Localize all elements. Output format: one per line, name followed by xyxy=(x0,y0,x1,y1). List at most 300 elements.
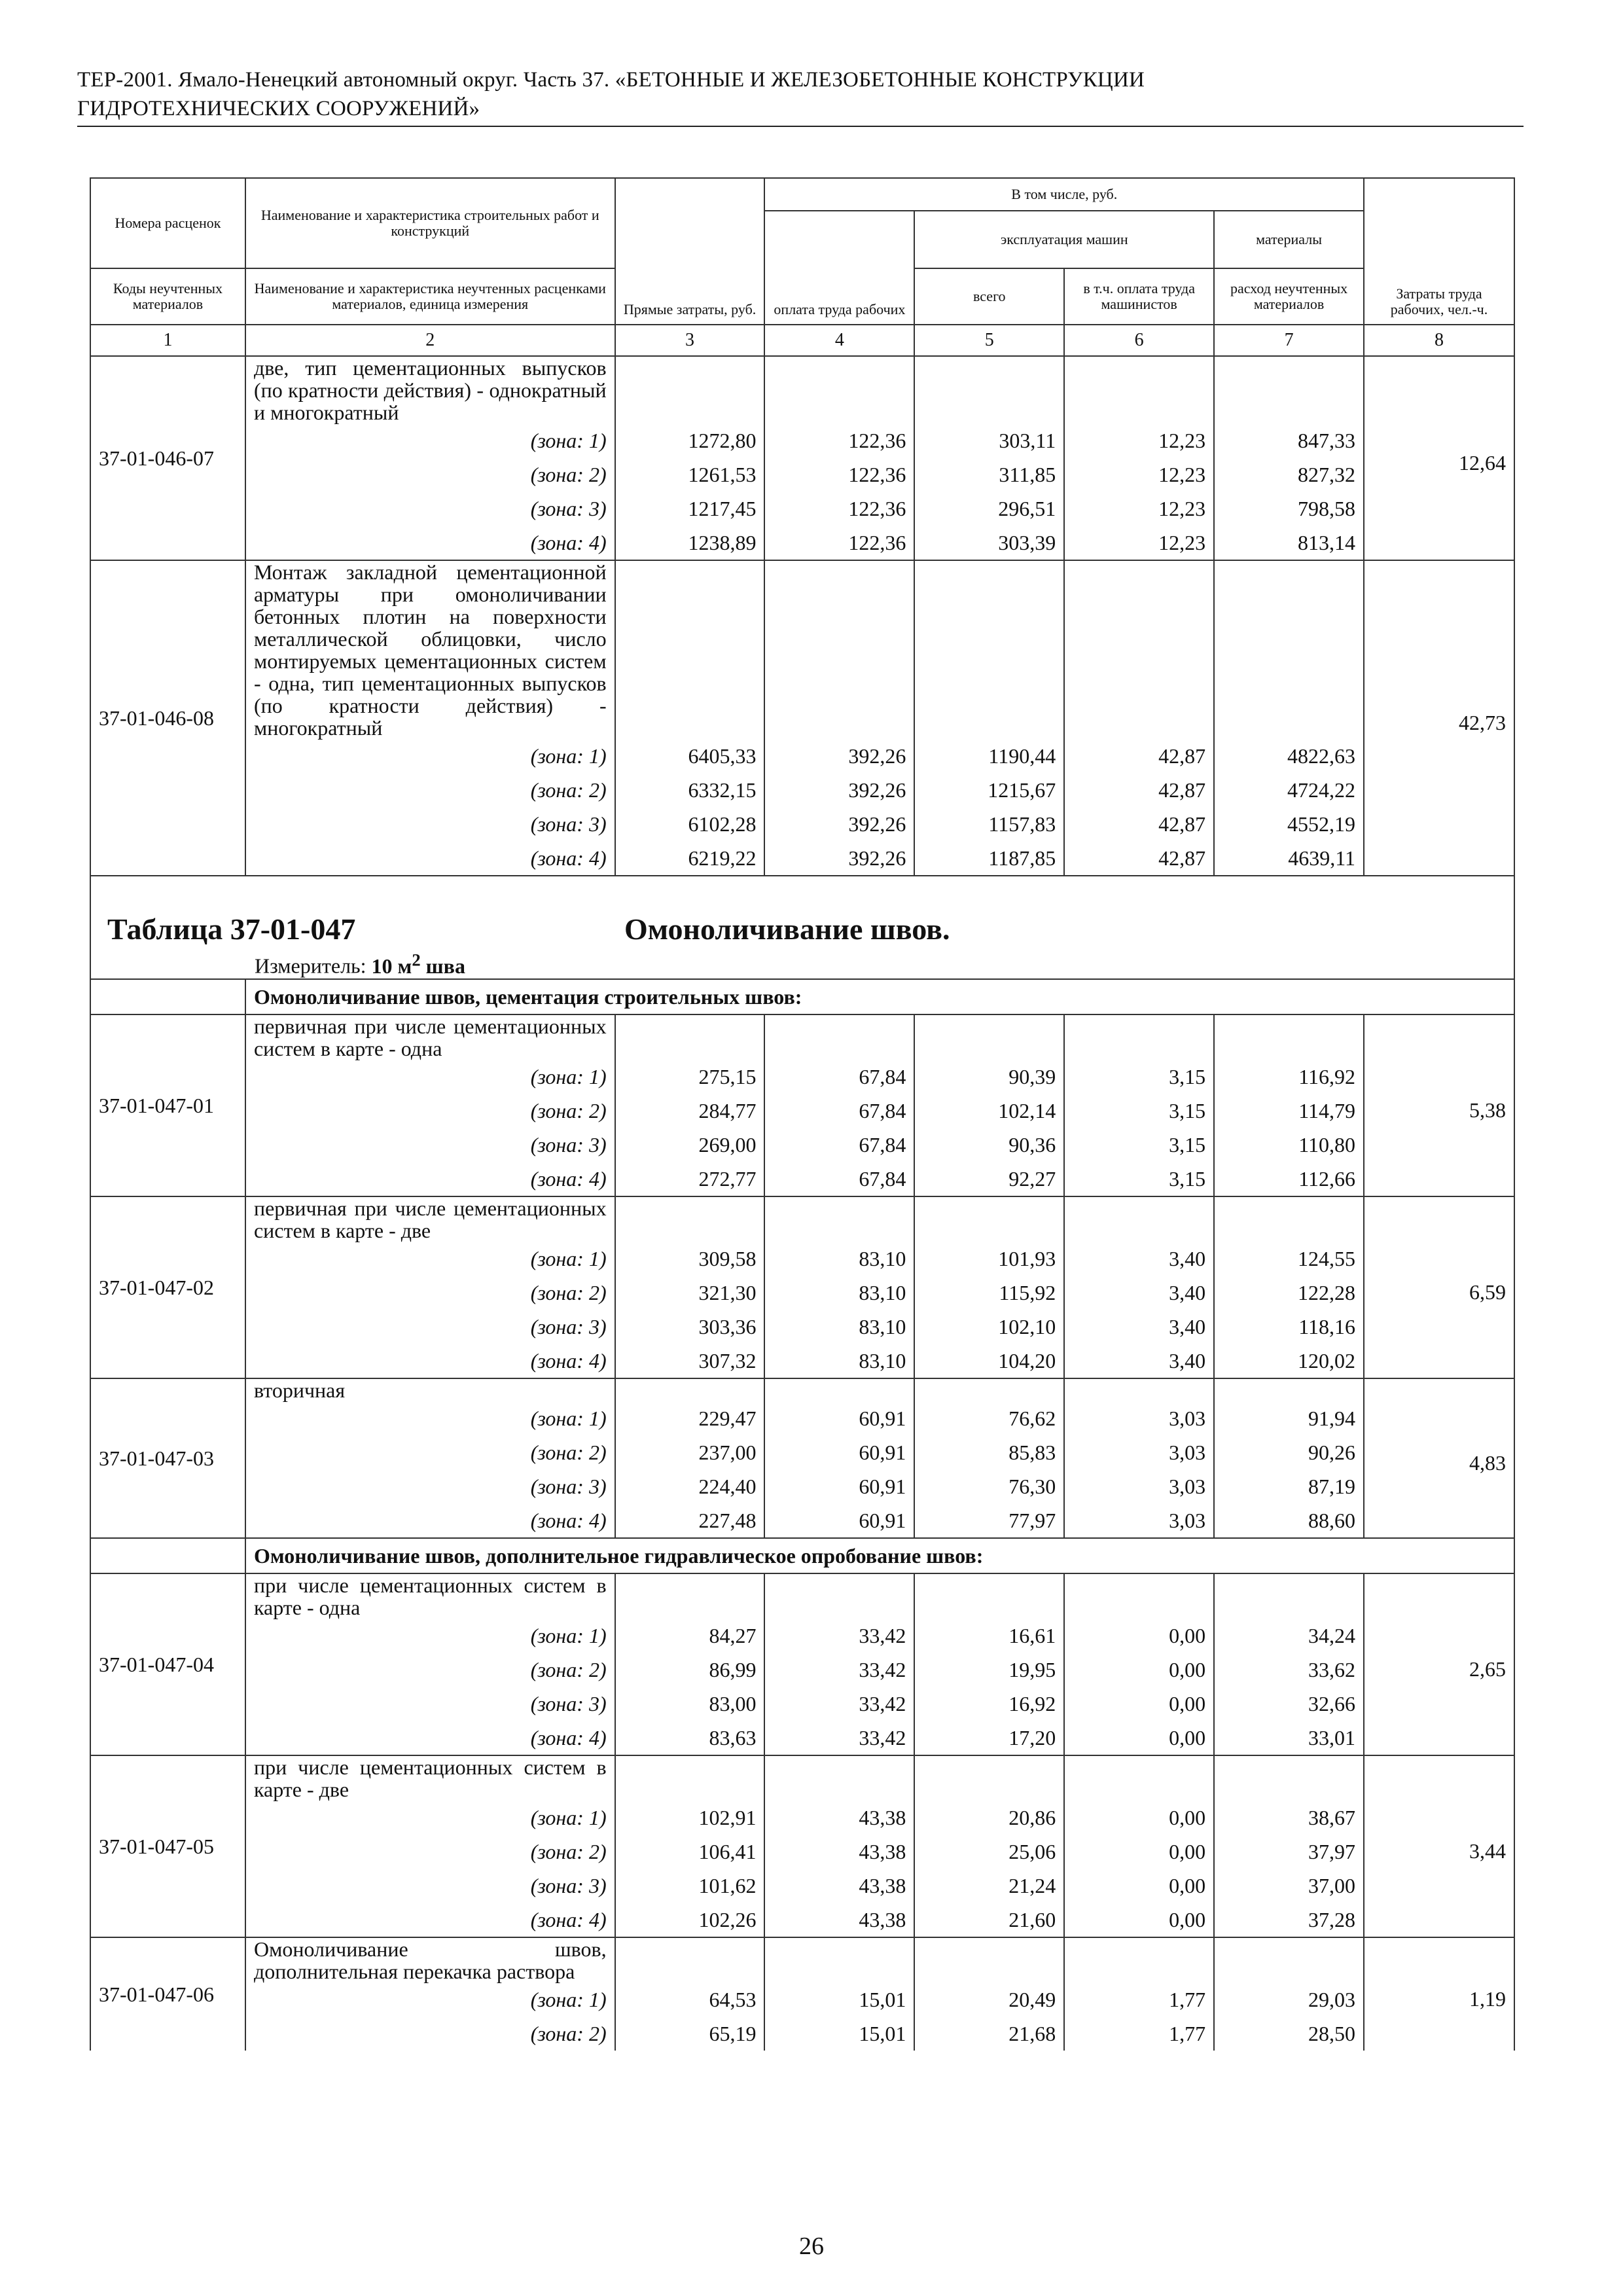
rate-description: при числе цементационных систем в карте - две xyxy=(245,1755,615,1801)
zone-row xyxy=(90,457,1514,492)
empty-cell xyxy=(615,1755,765,1801)
empty-cell xyxy=(1064,1196,1214,1242)
materials-cost: 91,94 xyxy=(1214,1401,1364,1435)
materials-cost: 34,24 xyxy=(1214,1619,1364,1653)
rate-row xyxy=(90,1755,1514,1801)
empty-cell xyxy=(1064,1755,1214,1801)
zone-label: (зона: 1) xyxy=(245,1242,615,1276)
empty-cell xyxy=(1214,1196,1364,1242)
machine-total: 102,10 xyxy=(914,1310,1064,1344)
empty-cell xyxy=(764,1014,914,1060)
col-num-5: 5 xyxy=(914,325,1064,356)
worker-wages: 83,10 xyxy=(764,1344,914,1378)
empty-cell xyxy=(615,1378,765,1401)
labor-cost: 42,73 xyxy=(1364,560,1514,876)
materials-cost: 120,02 xyxy=(1214,1344,1364,1378)
direct-cost: 86,99 xyxy=(615,1653,765,1687)
worker-wages: 33,42 xyxy=(764,1653,914,1687)
machinist-wages: 3,15 xyxy=(1064,1094,1214,1128)
zone-label: (зона: 4) xyxy=(245,1503,615,1538)
zone-label: (зона: 2) xyxy=(245,1435,615,1469)
materials-cost: 32,66 xyxy=(1214,1687,1364,1721)
direct-cost: 224,40 xyxy=(615,1469,765,1503)
worker-wages: 83,10 xyxy=(764,1310,914,1344)
machinist-wages: 3,15 xyxy=(1064,1128,1214,1162)
worker-wages: 392,26 xyxy=(764,739,914,773)
direct-cost: 102,26 xyxy=(615,1903,765,1937)
machine-total: 303,39 xyxy=(914,526,1064,560)
machine-total: 20,86 xyxy=(914,1801,1064,1835)
worker-wages: 15,01 xyxy=(764,2017,914,2051)
machinist-wages: 3,03 xyxy=(1064,1435,1214,1469)
col2-top-header: Наименование и характеристика строительных работ и конструкций xyxy=(245,178,615,268)
machine-total: 1157,83 xyxy=(914,807,1064,841)
zone-row xyxy=(90,1503,1514,1538)
zone-row xyxy=(90,1094,1514,1128)
zone-label: (зона: 1) xyxy=(245,423,615,457)
machinist-wages: 42,87 xyxy=(1064,773,1214,807)
worker-wages: 67,84 xyxy=(764,1060,914,1094)
col-num-6: 6 xyxy=(1064,325,1214,356)
machine-total: 21,24 xyxy=(914,1869,1064,1903)
materials-cost: 114,79 xyxy=(1214,1094,1364,1128)
table-name: Таблица 37-01-047 xyxy=(107,912,356,946)
machine-total: 76,62 xyxy=(914,1401,1064,1435)
rate-code: 37-01-046-07 xyxy=(90,356,245,560)
subhead-cementation: Омоноличивание швов, цементация строительных швов: xyxy=(245,979,1514,1014)
table-meter xyxy=(255,950,465,978)
zone-label: (зона: 3) xyxy=(245,1128,615,1162)
empty-cell xyxy=(1064,1573,1214,1619)
group-2-body xyxy=(90,1014,1514,1538)
worker-wages: 33,42 xyxy=(764,1721,914,1755)
group-3-body xyxy=(90,1573,1514,2051)
empty-cell xyxy=(1064,1937,1214,1982)
direct-cost: 1261,53 xyxy=(615,457,765,492)
machines-header: эксплуатация машин xyxy=(914,211,1214,268)
zone-label: (зона: 4) xyxy=(245,526,615,560)
rate-row xyxy=(90,1573,1514,1619)
machinist-wages: 12,23 xyxy=(1064,526,1214,560)
zone-row xyxy=(90,1619,1514,1653)
zone-label: (зона: 4) xyxy=(245,1903,615,1937)
machine-total: 1190,44 xyxy=(914,739,1064,773)
rate-code: 37-01-047-05 xyxy=(90,1755,245,1937)
worker-wages: 43,38 xyxy=(764,1903,914,1937)
including-header: В том числе, руб. xyxy=(764,178,1364,211)
materials-cost: 33,62 xyxy=(1214,1653,1364,1687)
empty-cell xyxy=(615,560,765,739)
rate-description: Омоноличивание швов, дополнительная перекачка раствора xyxy=(245,1937,615,1982)
empty-cell xyxy=(914,560,1064,739)
zone-label: (зона: 1) xyxy=(245,739,615,773)
materials-cost: 88,60 xyxy=(1214,1503,1364,1538)
machinist-wages: 0,00 xyxy=(1064,1801,1214,1835)
worker-wages: 392,26 xyxy=(764,841,914,876)
materials-cost: 112,66 xyxy=(1214,1162,1364,1196)
zone-label: (зона: 3) xyxy=(245,492,615,526)
worker-wages: 122,36 xyxy=(764,423,914,457)
machine-total: 21,60 xyxy=(914,1903,1064,1937)
zone-row xyxy=(90,1128,1514,1162)
machine-total: 92,27 xyxy=(914,1162,1064,1196)
zone-row xyxy=(90,1982,1514,2017)
machine-total: 16,92 xyxy=(914,1687,1064,1721)
zone-label: (зона: 4) xyxy=(245,841,615,876)
meter-label: Измеритель: xyxy=(255,954,366,978)
worker-wages: 60,91 xyxy=(764,1469,914,1503)
materials-cost: 813,14 xyxy=(1214,526,1364,560)
empty-cell xyxy=(615,356,765,423)
col-num-7: 7 xyxy=(1214,325,1364,356)
machinist-wages: 42,87 xyxy=(1064,807,1214,841)
zone-label: (зона: 4) xyxy=(245,1344,615,1378)
unaccounted-materials-header: расход неучтенных материалов xyxy=(1214,268,1364,325)
header-line-1: ТЕР-2001. Ямало-Ненецкий автономный округ. Часть 37. «БЕТОННЫЕ И ЖЕЛЕЗОБЕТОННЫЕ КОНСТРУКЦИИ xyxy=(77,68,1145,92)
materials-cost: 37,28 xyxy=(1214,1903,1364,1937)
zone-row xyxy=(90,1060,1514,1094)
machinist-wages: 3,03 xyxy=(1064,1503,1214,1538)
empty-cell xyxy=(764,356,914,423)
labor-cost: 4,83 xyxy=(1364,1378,1514,1538)
empty-cell xyxy=(1064,560,1214,739)
direct-cost: 1217,45 xyxy=(615,492,765,526)
zone-label: (зона: 1) xyxy=(245,1060,615,1094)
direct-cost: 284,77 xyxy=(615,1094,765,1128)
direct-cost: 321,30 xyxy=(615,1276,765,1310)
table-title: Омоноличивание швов. xyxy=(624,912,950,946)
materials-cost: 798,58 xyxy=(1214,492,1364,526)
machine-total: 25,06 xyxy=(914,1835,1064,1869)
worker-wages: 83,10 xyxy=(764,1276,914,1310)
labor-cost: 3,44 xyxy=(1364,1755,1514,1937)
empty-cell xyxy=(615,1014,765,1060)
zone-row xyxy=(90,739,1514,773)
worker-wages: 60,91 xyxy=(764,1503,914,1538)
machine-total: 311,85 xyxy=(914,457,1064,492)
machine-total: 17,20 xyxy=(914,1721,1064,1755)
materials-cost: 827,32 xyxy=(1214,457,1364,492)
worker-wages: 43,38 xyxy=(764,1835,914,1869)
empty-cell xyxy=(615,1937,765,1982)
materials-cost: 847,33 xyxy=(1214,423,1364,457)
zone-label: (зона: 2) xyxy=(245,1835,615,1869)
rate-code: 37-01-047-06 xyxy=(90,1937,245,2051)
empty-cell xyxy=(914,1937,1064,1982)
meter-sup: 2 xyxy=(412,950,421,969)
direct-cost: 272,77 xyxy=(615,1162,765,1196)
zone-label: (зона: 4) xyxy=(245,1162,615,1196)
rate-row xyxy=(90,356,1514,423)
zone-label: (зона: 3) xyxy=(245,1469,615,1503)
machine-total: 90,39 xyxy=(914,1060,1064,1094)
machine-total: 102,14 xyxy=(914,1094,1064,1128)
empty-cell xyxy=(1214,1378,1364,1401)
zone-row xyxy=(90,1687,1514,1721)
table-title-block xyxy=(90,876,1514,979)
zone-label: (зона: 3) xyxy=(245,1310,615,1344)
zone-row xyxy=(90,492,1514,526)
zone-label: (зона: 1) xyxy=(245,1801,615,1835)
header-rule xyxy=(77,126,1524,127)
worker-wages: 33,42 xyxy=(764,1619,914,1653)
direct-cost: 237,00 xyxy=(615,1435,765,1469)
zone-label: (зона: 2) xyxy=(245,1276,615,1310)
zone-row xyxy=(90,1721,1514,1755)
machinist-wages: 3,03 xyxy=(1064,1401,1214,1435)
col-num-3: 3 xyxy=(615,325,765,356)
empty-cell xyxy=(1214,1573,1364,1619)
zone-row xyxy=(90,526,1514,560)
machinist-wages: 3,40 xyxy=(1064,1310,1214,1344)
machine-total: 85,83 xyxy=(914,1435,1064,1469)
rate-row xyxy=(90,1014,1514,1060)
materials-cost: 4822,63 xyxy=(1214,739,1364,773)
subhead1-spacer xyxy=(90,979,245,1014)
empty-cell xyxy=(764,1755,914,1801)
materials-cost: 87,19 xyxy=(1214,1469,1364,1503)
direct-cost: 1272,80 xyxy=(615,423,765,457)
zone-label: (зона: 2) xyxy=(245,457,615,492)
empty-cell xyxy=(914,1573,1064,1619)
rate-code: 37-01-047-03 xyxy=(90,1378,245,1538)
zone-label: (зона: 2) xyxy=(245,1653,615,1687)
machine-total: 303,11 xyxy=(914,423,1064,457)
materials-cost: 38,67 xyxy=(1214,1801,1364,1835)
zone-row xyxy=(90,1242,1514,1276)
machinist-wages: 42,87 xyxy=(1064,739,1214,773)
materials-cost: 28,50 xyxy=(1214,2017,1364,2051)
worker-wages: 122,36 xyxy=(764,492,914,526)
zone-row xyxy=(90,1469,1514,1503)
machine-total: 76,30 xyxy=(914,1469,1064,1503)
header-line-2: ГИДРОТЕХНИЧЕСКИХ СООРУЖЕНИЙ» xyxy=(77,97,480,120)
direct-cost: 102,91 xyxy=(615,1801,765,1835)
zone-label: (зона: 1) xyxy=(245,1619,615,1653)
rate-code: 37-01-047-04 xyxy=(90,1573,245,1755)
zone-row xyxy=(90,423,1514,457)
zone-row xyxy=(90,1801,1514,1835)
machine-total: 21,68 xyxy=(914,2017,1064,2051)
machinist-wages: 0,00 xyxy=(1064,1903,1214,1937)
machine-total: 77,97 xyxy=(914,1503,1064,1538)
rate-code: 37-01-047-02 xyxy=(90,1196,245,1378)
empty-cell xyxy=(914,1196,1064,1242)
empty-cell xyxy=(1064,356,1214,423)
direct-cost: 1238,89 xyxy=(615,526,765,560)
zone-row xyxy=(90,1344,1514,1378)
direct-cost-header: Прямые затраты, руб. xyxy=(615,178,765,325)
empty-cell xyxy=(615,1573,765,1619)
empty-cell xyxy=(914,1378,1064,1401)
direct-cost: 101,62 xyxy=(615,1869,765,1903)
worker-wages: 122,36 xyxy=(764,526,914,560)
col2-bottom-header: Наименование и характеристика неучтенных расценками материалов, единица измерения xyxy=(245,268,615,325)
zone-label: (зона: 3) xyxy=(245,1687,615,1721)
rate-row xyxy=(90,1937,1514,1982)
empty-cell xyxy=(1214,356,1364,423)
worker-wages: 83,10 xyxy=(764,1242,914,1276)
col1-top-header: Номера расценок xyxy=(90,178,245,268)
zone-label: (зона: 1) xyxy=(245,1401,615,1435)
empty-cell xyxy=(615,1196,765,1242)
labor-cost: 5,38 xyxy=(1364,1014,1514,1196)
zone-label: (зона: 2) xyxy=(245,773,615,807)
empty-cell xyxy=(764,1378,914,1401)
zone-row xyxy=(90,1276,1514,1310)
direct-cost: 229,47 xyxy=(615,1401,765,1435)
materials-cost: 37,97 xyxy=(1214,1835,1364,1869)
rate-row xyxy=(90,1196,1514,1242)
empty-cell xyxy=(1214,1937,1364,1982)
rate-row xyxy=(90,1378,1514,1401)
machinist-wages: 3,15 xyxy=(1064,1060,1214,1094)
rate-code: 37-01-046-08 xyxy=(90,560,245,876)
machine-total: 101,93 xyxy=(914,1242,1064,1276)
machinist-wages: 42,87 xyxy=(1064,841,1214,876)
zone-label: (зона: 4) xyxy=(245,1721,615,1755)
zone-row xyxy=(90,841,1514,876)
machinist-wages: 3,15 xyxy=(1064,1162,1214,1196)
wages-header: оплата труда рабочих xyxy=(764,211,914,325)
worker-wages: 15,01 xyxy=(764,1982,914,2017)
materials-cost: 118,16 xyxy=(1214,1310,1364,1344)
worker-wages: 67,84 xyxy=(764,1094,914,1128)
materials-cost: 33,01 xyxy=(1214,1721,1364,1755)
empty-cell xyxy=(1214,1014,1364,1060)
col-num-8: 8 xyxy=(1364,325,1514,356)
empty-cell xyxy=(1214,560,1364,739)
col1-bottom-header: Коды неучтенных материалов xyxy=(90,268,245,325)
rate-description: первичная при числе цементационных систем в карте - две xyxy=(245,1196,615,1242)
empty-cell xyxy=(1064,1014,1214,1060)
labor-cost: 12,64 xyxy=(1364,356,1514,560)
machinist-wages-header: в т.ч. оплата труда машинистов xyxy=(1064,268,1214,325)
page-number: 26 xyxy=(799,2233,824,2260)
zone-label: (зона: 3) xyxy=(245,807,615,841)
labor-cost: 1,19 xyxy=(1364,1937,1514,2051)
zone-row xyxy=(90,1401,1514,1435)
direct-cost: 64,53 xyxy=(615,1982,765,2017)
materials-cost: 4639,11 xyxy=(1214,841,1364,876)
meter-value: 10 $м^2$ шва xyxy=(371,950,465,978)
zone-row xyxy=(90,2017,1514,2051)
empty-cell xyxy=(1214,1755,1364,1801)
direct-cost: 106,41 xyxy=(615,1835,765,1869)
materials-header: материалы xyxy=(1214,211,1364,268)
zone-label: (зона: 3) xyxy=(245,1869,615,1903)
zone-row xyxy=(90,807,1514,841)
empty-cell xyxy=(914,1755,1064,1801)
labor-header: Затраты труда рабочих, чел.-ч. xyxy=(1364,178,1514,325)
zone-label: (зона: 1) xyxy=(245,1982,615,2017)
machinist-wages: 0,00 xyxy=(1064,1687,1214,1721)
machinist-wages: 3,40 xyxy=(1064,1276,1214,1310)
machine-total: 16,61 xyxy=(914,1619,1064,1653)
direct-cost: 227,48 xyxy=(615,1503,765,1538)
subhead-hydraulic-test: Омоноличивание швов, дополнительное гидравлическое опробование швов: xyxy=(245,1538,1514,1573)
machine-total: 19,95 xyxy=(914,1653,1064,1687)
machinist-wages: 1,77 xyxy=(1064,2017,1214,2051)
machinist-wages: 3,40 xyxy=(1064,1242,1214,1276)
zone-row xyxy=(90,1435,1514,1469)
worker-wages: 392,26 xyxy=(764,773,914,807)
subhead2-spacer xyxy=(90,1538,245,1573)
direct-cost: 83,00 xyxy=(615,1687,765,1721)
empty-cell xyxy=(764,560,914,739)
machinist-wages: 12,23 xyxy=(1064,492,1214,526)
worker-wages: 67,84 xyxy=(764,1128,914,1162)
machine-total: 1187,85 xyxy=(914,841,1064,876)
machine-total: 115,92 xyxy=(914,1276,1064,1310)
worker-wages: 33,42 xyxy=(764,1687,914,1721)
zone-row xyxy=(90,1903,1514,1937)
machinist-wages: 3,03 xyxy=(1064,1469,1214,1503)
rate-description: две, тип цементационных выпусков (по кратности действия) - однократный и многократный xyxy=(245,356,615,423)
direct-cost: 6219,22 xyxy=(615,841,765,876)
machinist-wages: 3,40 xyxy=(1064,1344,1214,1378)
materials-cost: 4724,22 xyxy=(1214,773,1364,807)
materials-cost: 4552,19 xyxy=(1214,807,1364,841)
direct-cost: 6332,15 xyxy=(615,773,765,807)
worker-wages: 392,26 xyxy=(764,807,914,841)
materials-cost: 116,92 xyxy=(1214,1060,1364,1094)
col-num-1: 1 xyxy=(90,325,245,356)
zone-row xyxy=(90,1310,1514,1344)
empty-cell xyxy=(764,1937,914,1982)
group-1-body xyxy=(90,356,1514,876)
zone-row xyxy=(90,1653,1514,1687)
zone-label: (зона: 2) xyxy=(245,1094,615,1128)
machinist-wages: 1,77 xyxy=(1064,1982,1214,2017)
empty-cell xyxy=(764,1573,914,1619)
machine-total: 90,36 xyxy=(914,1128,1064,1162)
zone-row xyxy=(90,1869,1514,1903)
machine-total: 296,51 xyxy=(914,492,1064,526)
materials-cost: 37,00 xyxy=(1214,1869,1364,1903)
machinist-wages: 0,00 xyxy=(1064,1869,1214,1903)
machine-total: 104,20 xyxy=(914,1344,1064,1378)
machine-total: 1215,67 xyxy=(914,773,1064,807)
machines-total-header: всего xyxy=(914,268,1064,325)
empty-cell xyxy=(1064,1378,1214,1401)
materials-cost: 124,55 xyxy=(1214,1242,1364,1276)
worker-wages: 43,38 xyxy=(764,1869,914,1903)
materials-cost: 110,80 xyxy=(1214,1128,1364,1162)
col-num-4: 4 xyxy=(764,325,914,356)
direct-cost: 6405,33 xyxy=(615,739,765,773)
col-num-2: 2 xyxy=(245,325,615,356)
zone-row xyxy=(90,1162,1514,1196)
empty-cell xyxy=(764,1196,914,1242)
machine-total: 20,49 xyxy=(914,1982,1064,2017)
empty-cell xyxy=(914,356,1064,423)
direct-cost: 307,32 xyxy=(615,1344,765,1378)
direct-cost: 83,63 xyxy=(615,1721,765,1755)
worker-wages: 122,36 xyxy=(764,457,914,492)
machinist-wages: 12,23 xyxy=(1064,423,1214,457)
materials-cost: 90,26 xyxy=(1214,1435,1364,1469)
labor-cost: 2,65 xyxy=(1364,1573,1514,1755)
column-number-row xyxy=(90,325,1514,356)
worker-wages: 60,91 xyxy=(764,1401,914,1435)
direct-cost: 65,19 xyxy=(615,2017,765,2051)
rate-row xyxy=(90,560,1514,739)
materials-cost: 29,03 xyxy=(1214,1982,1364,2017)
machinist-wages: 12,23 xyxy=(1064,457,1214,492)
rate-description: при числе цементационных систем в карте - одна xyxy=(245,1573,615,1619)
page-header xyxy=(77,65,1524,123)
